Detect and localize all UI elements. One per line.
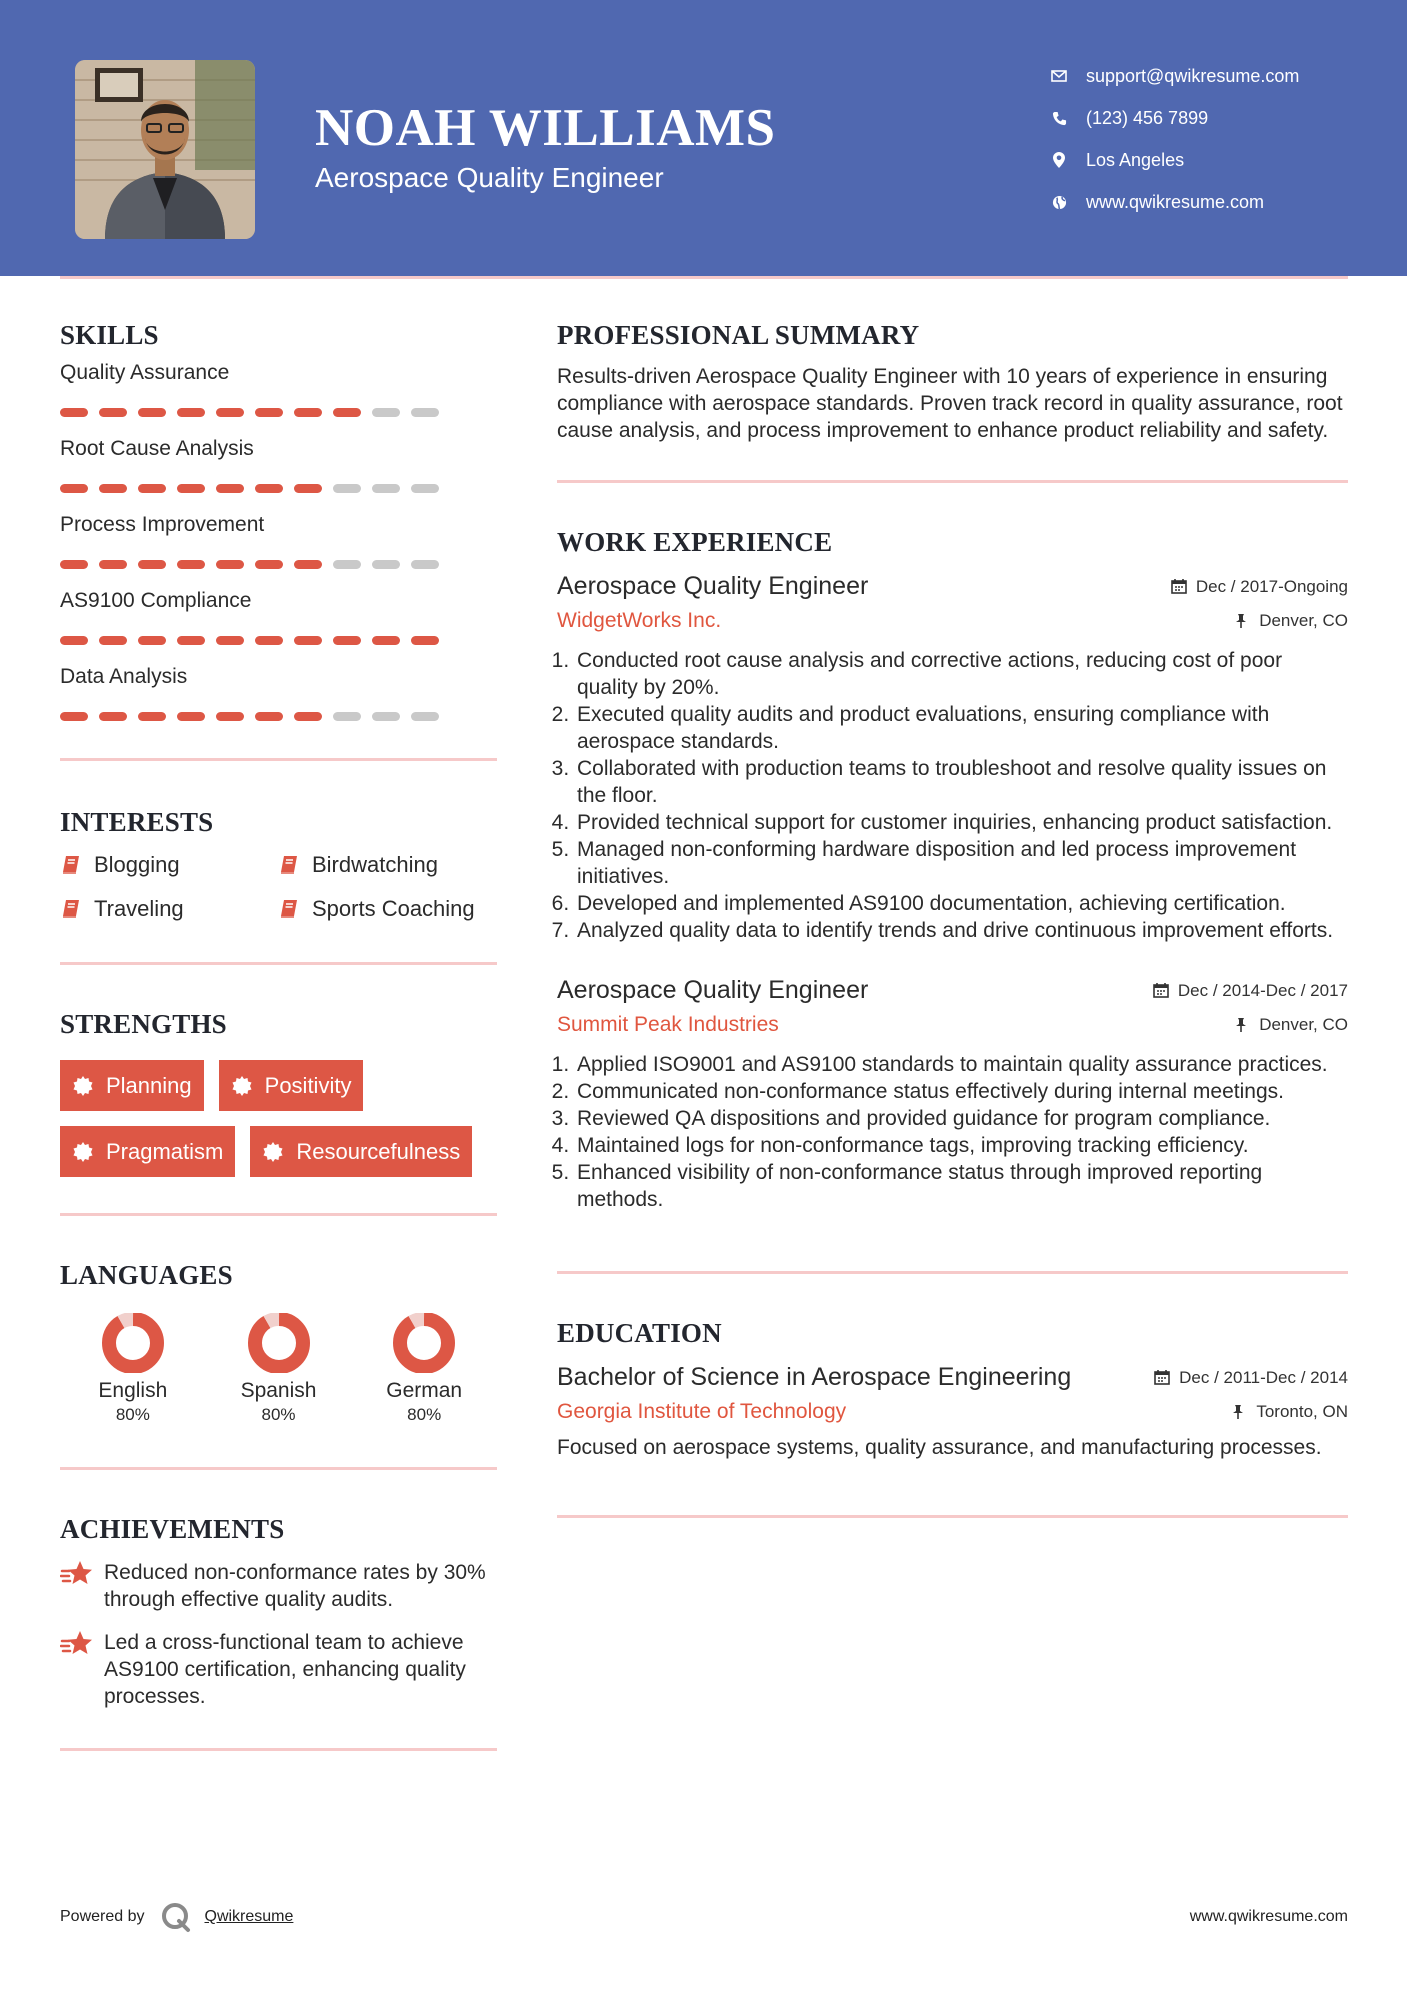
job-bullets <box>557 647 1348 944</box>
strength-chip <box>250 1126 472 1177</box>
powered-by <box>60 1900 293 1934</box>
skill-dash-filled <box>60 408 88 417</box>
skill-dash-filled <box>411 636 439 645</box>
skill-dash-filled <box>333 636 361 645</box>
languages-heading: LANGUAGES <box>60 1260 233 1290</box>
job-dates-text: Dec / 2014-Dec / 2017 <box>1177 980 1348 1000</box>
skill-dash-empty <box>372 408 400 417</box>
skill-dash-filled <box>138 484 166 493</box>
job-bullet: 5. Enhanced visibility of non-conformance status through improved reporting methods. <box>575 1159 1348 1213</box>
strengths-heading: STRENGTHS <box>60 1009 227 1039</box>
company-name: Summit Peak Industries <box>557 1013 779 1036</box>
skill-item <box>60 513 497 589</box>
skill-dash-filled <box>216 560 244 569</box>
strength-label: Pragmatism <box>106 1138 224 1164</box>
summary-text: Results-driven Aerospace Quality Engineer with 10 years of experience in ensuring compliance with aerospace standards. Proven track record in quality assurance, root cause analysis, and process improvement to enhance product reliability and safety. <box>557 365 1343 442</box>
section-divider <box>60 1213 497 1216</box>
star-icon <box>60 1559 94 1589</box>
contact-location <box>1050 139 1299 181</box>
strengths-section <box>60 1009 497 1177</box>
skill-dash-empty <box>372 560 400 569</box>
experience-heading: WORK EXPERIENCE <box>557 527 833 557</box>
job-header <box>557 572 1348 601</box>
job-subheader <box>557 1013 1348 1037</box>
skill-dash-filled <box>294 408 322 417</box>
summary-heading: PROFESSIONAL SUMMARY <box>557 320 920 350</box>
language-ring-icon <box>100 1313 166 1373</box>
footer-url[interactable]: www.qwikresume.com <box>1189 1908 1348 1925</box>
star-icon <box>60 1629 94 1659</box>
skill-dash-filled <box>177 484 205 493</box>
section-divider <box>60 1748 497 1751</box>
skill-dash-filled <box>99 712 127 721</box>
section-divider <box>557 480 1348 483</box>
interest-label: Birdwatching <box>312 852 438 877</box>
globe-icon <box>1050 193 1068 211</box>
achievements-heading: ACHIEVEMENTS <box>60 1514 285 1544</box>
book-icon <box>278 898 300 920</box>
skill-dash-empty <box>411 560 439 569</box>
achievement-item <box>60 1629 497 1710</box>
skill-dash-filled <box>372 636 400 645</box>
candidate-title: Aerospace Quality Engineer <box>315 162 664 193</box>
contact-email-text: support@qwikresume.com <box>1086 65 1300 86</box>
languages-list <box>60 1313 497 1425</box>
badge-star-icon <box>231 1075 253 1097</box>
skill-dash-filled <box>99 484 127 493</box>
job-bullet: 3. Reviewed QA dispositions and provided guidance for program compliance. <box>575 1105 1348 1132</box>
skill-name: Process Improvement <box>60 513 265 536</box>
candidate-name: NOAH WILLIAMS <box>315 99 776 157</box>
skill-dash-filled <box>138 560 166 569</box>
skill-dash-filled <box>177 712 205 721</box>
interest-label: Sports Coaching <box>312 896 475 921</box>
skill-dash-filled <box>60 712 88 721</box>
skill-dash-filled <box>294 712 322 721</box>
skill-level-bar <box>60 560 497 569</box>
skill-dash-filled <box>294 560 322 569</box>
interest-item <box>278 896 496 922</box>
skill-item <box>60 589 497 665</box>
contact-phone-text: (123) 456 7899 <box>1086 107 1209 128</box>
contact-website[interactable] <box>1050 181 1299 223</box>
job-bullet: 1. Applied ISO9001 and AS9100 standards to maintain quality assurance practices. <box>575 1051 1348 1078</box>
skill-dash-filled <box>216 636 244 645</box>
skill-dash-empty <box>333 712 361 721</box>
job-bullet: 5. Managed non-conforming hardware disposition and led process improvement initiatives. <box>575 836 1348 890</box>
skill-dash-empty <box>333 560 361 569</box>
education-location <box>1231 1402 1348 1422</box>
skill-dash-filled <box>255 560 283 569</box>
education-heading: EDUCATION <box>557 1318 722 1348</box>
job-entry <box>557 976 1348 1213</box>
skill-dash-filled <box>177 636 205 645</box>
calendar-icon <box>1153 982 1170 999</box>
resume-header <box>0 0 1407 276</box>
language-percent: 80% <box>261 1405 296 1424</box>
language-percent: 80% <box>115 1405 150 1424</box>
skills-heading: SKILLS <box>60 320 159 350</box>
job-bullet: 3. Collaborated with production teams to troubleshoot and resolve quality issues on the floor. <box>575 755 1348 809</box>
skill-dash-filled <box>99 408 127 417</box>
language-item <box>206 1313 352 1425</box>
job-entry <box>557 572 1348 944</box>
skill-dash-filled <box>216 712 244 721</box>
skill-dash-filled <box>255 408 283 417</box>
language-name: Spanish <box>240 1379 317 1402</box>
skill-name: Quality Assurance <box>60 361 230 384</box>
page-footer <box>60 1900 1348 1934</box>
skill-dash-filled <box>255 636 283 645</box>
job-location-text: Denver, CO <box>1259 611 1348 630</box>
job-bullet: 7. Analyzed quality data to identify trends and drive continuous improvement efforts. <box>575 917 1348 944</box>
skills-section <box>60 320 497 725</box>
company-name: WidgetWorks Inc. <box>557 609 722 632</box>
skill-level-bar <box>60 484 497 493</box>
interest-item <box>278 852 496 878</box>
badge-star-icon <box>72 1075 94 1097</box>
right-column <box>557 320 1348 1518</box>
language-name: English <box>98 1379 168 1402</box>
badge-star-icon <box>262 1141 284 1163</box>
contact-website-text: www.qwikresume.com <box>1086 191 1265 212</box>
job-bullet: 1. Conducted root cause analysis and corrective actions, reducing cost of poor quality by 20%. <box>575 647 1348 701</box>
job-bullet: 4. Maintained logs for non-conformance tags, improving tracking efficiency. <box>575 1132 1348 1159</box>
job-bullets <box>557 1051 1348 1213</box>
skills-list <box>60 361 497 725</box>
calendar-icon <box>1154 1369 1171 1386</box>
section-divider <box>60 962 497 965</box>
book-icon <box>60 854 82 876</box>
job-location <box>1234 611 1348 631</box>
interests-section <box>60 807 497 922</box>
language-name: German <box>386 1379 463 1402</box>
job-dates <box>1153 981 1348 1001</box>
degree-title: Bachelor of Science in Aerospace Engineering <box>557 1363 1072 1391</box>
skill-dash-filled <box>60 636 88 645</box>
strength-label: Positivity <box>264 1072 352 1098</box>
education-section <box>557 1318 1348 1461</box>
language-ring-icon <box>246 1313 312 1373</box>
job-title: Aerospace Quality Engineer <box>557 572 869 600</box>
strength-label: Planning <box>106 1072 192 1098</box>
strength-chip <box>60 1060 204 1111</box>
location-pin-icon <box>1050 151 1068 169</box>
skill-level-bar <box>60 636 497 645</box>
skill-dash-filled <box>60 560 88 569</box>
book-icon <box>278 854 300 876</box>
skill-name: Root Cause Analysis <box>60 437 254 460</box>
skill-level-bar <box>60 408 497 417</box>
section-divider <box>60 1467 497 1470</box>
languages-section <box>60 1260 497 1425</box>
skill-dash-filled <box>255 712 283 721</box>
header-divider <box>60 276 1348 279</box>
job-subheader <box>557 609 1348 633</box>
section-divider <box>557 1271 1348 1274</box>
achievements-section <box>60 1514 497 1710</box>
interest-item <box>60 896 278 922</box>
job-bullet: 4. Provided technical support for customer inquiries, enhancing product satisfaction. <box>575 809 1348 836</box>
job-bullet: 2. Communicated non-conformance status effectively during internal meetings. <box>575 1078 1348 1105</box>
experience-section <box>557 527 1348 1213</box>
skill-dash-empty <box>411 712 439 721</box>
skill-dash-filled <box>294 636 322 645</box>
strength-chip <box>219 1060 364 1111</box>
interest-item <box>60 852 278 878</box>
phone-icon <box>1050 109 1068 127</box>
contact-list <box>1050 55 1299 223</box>
skill-dash-filled <box>138 636 166 645</box>
skill-dash-filled <box>177 408 205 417</box>
skill-name: Data Analysis <box>60 665 188 688</box>
profile-photo <box>75 60 255 239</box>
skill-dash-filled <box>138 408 166 417</box>
skill-dash-empty <box>411 408 439 417</box>
skill-name: AS9100 Compliance <box>60 589 252 612</box>
education-description: Focused on aerospace systems, quality assurance, and manufacturing processes. <box>557 1436 1322 1459</box>
skill-dash-filled <box>255 484 283 493</box>
job-bullet: 2. Executed quality audits and product evaluations, ensuring compliance with aerospace standards. <box>575 701 1348 755</box>
skill-level-bar <box>60 712 497 721</box>
skill-dash-filled <box>138 712 166 721</box>
job-title: Aerospace Quality Engineer <box>557 976 869 1004</box>
skill-dash-filled <box>333 408 361 417</box>
interest-label: Traveling <box>94 896 184 921</box>
interests-list <box>60 852 497 922</box>
strength-chip <box>60 1126 235 1177</box>
skill-dash-empty <box>372 712 400 721</box>
language-ring-icon <box>391 1313 457 1373</box>
section-divider <box>60 758 497 761</box>
interests-heading: INTERESTS <box>60 807 214 837</box>
skill-dash-empty <box>411 484 439 493</box>
language-percent: 80% <box>407 1405 442 1424</box>
skill-dash-empty <box>372 484 400 493</box>
skill-dash-filled <box>216 484 244 493</box>
skill-dash-filled <box>99 636 127 645</box>
skill-dash-filled <box>216 408 244 417</box>
interest-label: Blogging <box>94 852 180 877</box>
contact-email[interactable] <box>1050 55 1299 97</box>
education-subheader <box>557 1400 1348 1424</box>
language-item <box>351 1313 497 1425</box>
skill-dash-filled <box>99 560 127 569</box>
skill-item <box>60 437 497 513</box>
badge-star-icon <box>72 1141 94 1163</box>
pushpin-icon <box>1234 613 1251 630</box>
qwikresume-link[interactable]: Qwikresume <box>204 1908 294 1925</box>
skill-item <box>60 665 497 725</box>
achievement-text: Led a cross-functional team to achieve AS9100 certification, enhancing quality processes. <box>104 1631 466 1708</box>
education-header <box>557 1363 1348 1392</box>
education-dates-text: Dec / 2011-Dec / 2014 <box>1179 1367 1348 1387</box>
school-name: Georgia Institute of Technology <box>557 1400 847 1423</box>
job-location-text: Denver, CO <box>1259 1015 1348 1034</box>
job-bullet: 6. Developed and implemented AS9100 documentation, achieving certification. <box>575 890 1348 917</box>
skill-dash-filled <box>60 484 88 493</box>
skill-dash-empty <box>333 484 361 493</box>
left-column <box>60 320 497 1751</box>
language-item <box>60 1313 206 1425</box>
envelope-icon <box>1050 67 1068 85</box>
skill-dash-filled <box>177 560 205 569</box>
job-dates-text: Dec / 2017-Ongoing <box>1195 576 1348 596</box>
powered-by-label: Powered by <box>60 1908 145 1925</box>
strengths-list <box>60 1060 497 1177</box>
achievement-item <box>60 1559 497 1613</box>
skill-item <box>60 361 497 437</box>
calendar-icon <box>1171 578 1188 595</box>
qwikresume-logo-icon <box>159 1900 193 1934</box>
summary-section <box>557 320 1348 444</box>
pushpin-icon <box>1234 1017 1251 1034</box>
contact-location-text: Los Angeles <box>1086 149 1185 170</box>
strength-label: Resourcefulness <box>296 1138 461 1164</box>
book-icon <box>60 898 82 920</box>
skill-dash-filled <box>294 484 322 493</box>
contact-phone[interactable] <box>1050 97 1299 139</box>
job-location <box>1234 1015 1348 1035</box>
job-header <box>557 976 1348 1005</box>
education-dates <box>1154 1368 1348 1388</box>
section-divider <box>557 1515 1348 1518</box>
job-dates <box>1171 577 1348 597</box>
education-location-text: Toronto, ON <box>1256 1402 1348 1421</box>
pushpin-icon <box>1231 1404 1248 1421</box>
achievement-text: Reduced non-conformance rates by 30% through effective quality audits. <box>104 1561 486 1611</box>
